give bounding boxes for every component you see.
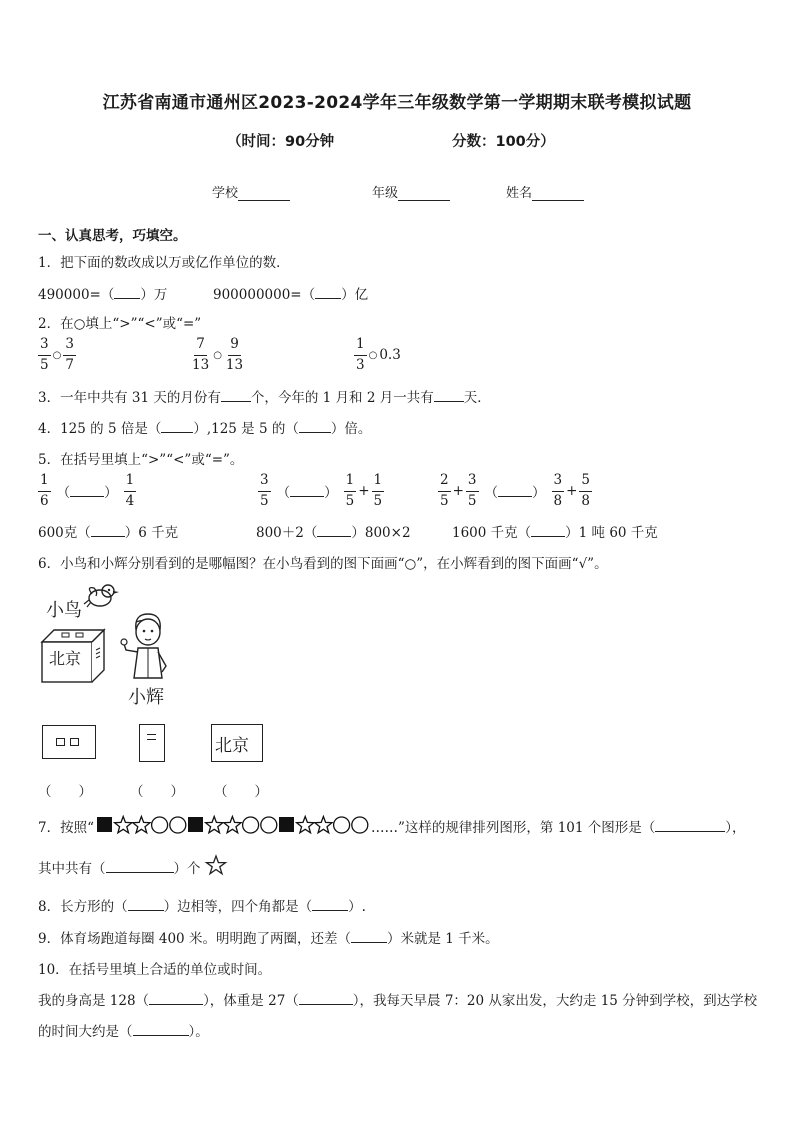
star-shape [224,817,241,833]
compare-circle[interactable]: ○ [213,349,222,361]
question-6-text: 6．小鸟和小辉分别看到的是哪幅图？在小鸟看到的图下面画“○”，在小辉看到的图下面画“√”。 [38,556,608,572]
fraction: $\frac{1}{5}$ [345,472,355,509]
question-9: 9．体育场跑道每圈 400 米。明明跑了两圈，还差（ ）米就是 1 千米。 [38,931,499,947]
question-2-text: 2．在○填上“>”“<”或“=” [38,316,202,332]
name-field[interactable] [506,182,584,201]
fraction: $\frac{1}{4}$ [125,472,135,509]
question-8: 8．长方形的（ ）边相等，四个角都是（ ）. [38,899,366,915]
answer-blank[interactable] [133,1022,189,1036]
boy-label: 小辉 [128,687,164,708]
question-1b: 900000000=（ ）亿 [213,287,369,303]
circle-shape [170,817,186,833]
question-5-item-6: 1600 千克（ ）1 吨 60 千克 [452,525,658,541]
filled-square-shape [97,817,112,832]
fraction: $\frac{3}{5}$ [40,336,49,373]
filled-square-shape [279,817,294,832]
answer-blank[interactable] [317,523,351,537]
fraction: $\frac{1}{5}$ [373,472,383,509]
answer-paren-1[interactable]: （ ） [38,784,92,800]
shape-pattern [96,815,370,835]
square-shape [56,738,65,746]
bird-label: 小鸟 [46,600,82,621]
answer-blank[interactable] [290,483,324,497]
compare-circle[interactable]: ○ [368,349,378,361]
question-2-item-2 [190,338,245,372]
question-5-item-2: $\frac{3}{5}$ （ ） $\frac{1}{5}$ + $\frac{1}{5}$ [260,472,383,509]
answer-blank[interactable] [161,419,193,433]
view-option-front: 北京 [211,724,263,762]
grade-label: 年级 [372,186,399,201]
answer-blank[interactable] [498,483,532,497]
answer-blank[interactable] [351,929,387,943]
answer-blank[interactable] [128,897,164,911]
question-7-text: ……”这样的规律排列图形，第 101 个图形是（ ）， [371,820,746,836]
circle-shape [352,817,368,833]
circle-shape [243,817,259,833]
view-option-top [42,725,96,759]
question-7-line2: 其中共有（ ）个 [38,861,201,877]
question-5-text: 5．在括号里填上“>”“<”或“=”。 [38,452,244,468]
circle-shape [261,817,277,833]
fraction: $\frac{3}{7}$ [65,336,74,373]
question-10-line1: 我的身高是 128（ ），体重是 27（ ），我每天早晨 7：20 从家出发，大约走 15 分钟到学校，到达学校 [38,993,758,1009]
answer-blank[interactable] [114,285,140,299]
circle-shape [334,817,350,833]
fraction: $\frac{1}{6}$ [40,472,49,509]
school-field[interactable] [212,182,290,201]
page-title: 江苏省南通市通州区2023-2024学年三年级数学第一学期期末联考模拟试题 [102,93,692,113]
question-4: 4．125 的 5 倍是（ ）,125 是 5 的（ ）倍。 [38,421,372,437]
answer-blank[interactable] [655,818,725,832]
school-label: 学校 [212,186,239,201]
star-shape [206,817,223,833]
name-label: 姓名 [506,186,533,201]
square-shape [70,738,79,746]
answer-blank[interactable] [91,523,125,537]
question-5-item-5: 800＋2（ ）800×2 [256,525,411,541]
fraction: $\frac{2}{5}$ [440,472,449,509]
answer-blank[interactable] [299,419,331,433]
question-1a: 490000=（ ）万 [38,287,168,303]
answer-paren-3[interactable]: （ ） [214,784,268,800]
question-5-item-3: $\frac{2}{5}$ + $\frac{3}{5}$ （ ） $\frac{3}{8}$ + $\frac{5}{8}$ [440,472,590,509]
box-text: 北京 [49,649,82,668]
answer-blank[interactable] [106,859,174,873]
answer-blank[interactable] [312,897,348,911]
fraction: $\frac{5}{8}$ [581,472,590,509]
answer-blank[interactable] [221,388,251,402]
answer-blank[interactable] [531,523,565,537]
answer-paren-2[interactable]: （ ） [130,784,184,800]
question-10-text: 10．在括号里填上合适的单位或时间。 [38,962,272,978]
view-option-side [139,724,165,762]
star-shape [115,817,132,833]
grade-field[interactable] [372,182,450,201]
answer-blank[interactable] [70,483,104,497]
fraction: $\frac{3}{5}$ [260,472,269,509]
answer-blank[interactable] [299,991,353,1005]
fraction: $\frac{3}{5}$ [467,472,477,509]
star-icon [206,855,226,875]
fraction: $\frac{7}{13}$ [192,336,210,373]
question-2-item-3: $\frac{1}{3}$ ○ 0.3 [356,336,401,373]
section-heading: 一、认真思考，巧填空。 [38,228,187,244]
compare-circle[interactable]: ○ [52,349,62,361]
question-10-line2: 的时间大约是（ ）。 [38,1024,209,1040]
filled-square-shape [188,817,203,832]
fraction: $\frac{3}{8}$ [553,472,563,509]
star-shape [133,817,150,833]
answer-blank[interactable] [434,388,464,402]
question-7-prefix: 7．按照“ [38,820,94,836]
fraction: $\frac{1}{3}$ [356,336,365,373]
question-2-item-1 [38,338,76,372]
bird-icon [84,582,120,610]
boy-figure [118,610,174,682]
star-shape [297,817,314,833]
fraction: $\frac{9}{13}$ [225,336,244,373]
question-5-item-4: 600克（ ）6 千克 [38,525,179,541]
question-5-item-1: $\frac{1}{6}$ （ ） $\frac{1}{4}$ [40,472,135,509]
exam-score: 分数：100分） [452,134,555,150]
answer-blank[interactable] [315,285,341,299]
question-1-text: 1．把下面的数改成以万或亿作单位的数． [38,255,290,271]
star-shape [315,817,332,833]
exam-time: （时间：90分钟 [227,134,335,150]
circle-shape [152,817,168,833]
question-3: 3．一年中共有 31 天的月份有 个，今年的 1 月和 2 月一共有 天． [38,390,491,406]
answer-blank[interactable] [149,991,203,1005]
